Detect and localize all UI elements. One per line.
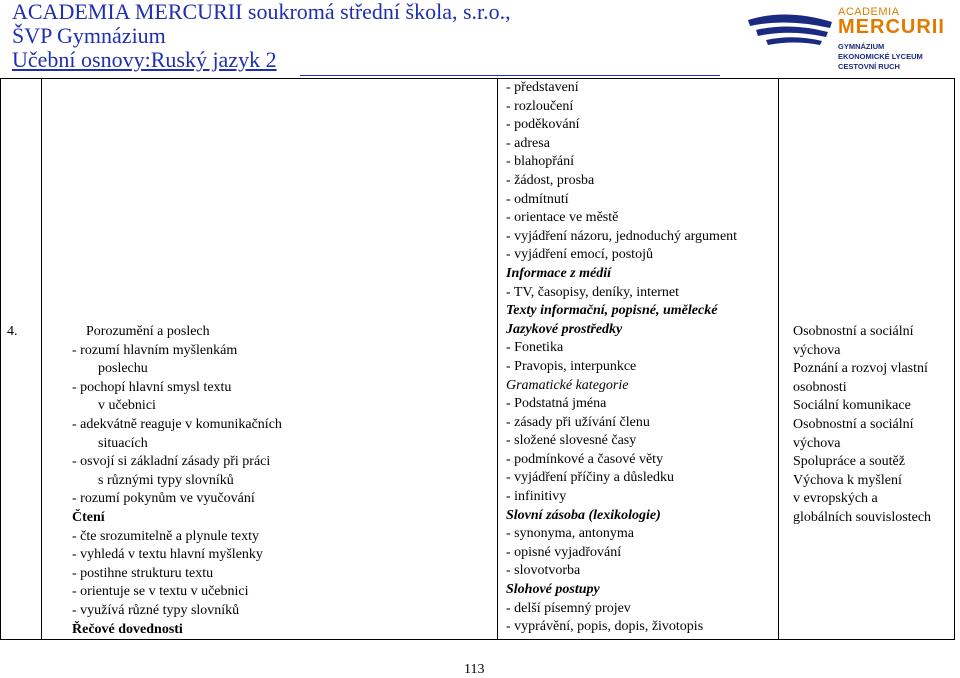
- content-line: Jazykové prostředky: [506, 321, 623, 337]
- content-line: - slovotvorba: [506, 563, 581, 579]
- outcome-line: - rozumí hlavním myšlenkám: [72, 342, 238, 358]
- page-number: 113: [464, 662, 485, 677]
- outcomes-list: [42, 79, 497, 639]
- theme-line: výchova: [793, 435, 841, 451]
- content-cell: [498, 79, 779, 640]
- logo-sub-gymnazium: GYMNÁZIUM: [838, 42, 885, 51]
- outcome-line: s různými typy slovníků: [98, 472, 234, 488]
- outcome-line: Čtení: [72, 509, 105, 525]
- theme-line: Osobnostní a sociální: [793, 324, 914, 339]
- content-line: Slohové postupy: [506, 582, 600, 598]
- outcomes-cell: [42, 79, 498, 640]
- content-list: [498, 79, 778, 637]
- content-line: - podmínkové a časové věty: [506, 451, 664, 467]
- logo-brand-main: MERCURII: [838, 16, 945, 38]
- curriculum-table: [0, 78, 955, 640]
- table-row: [1, 79, 955, 640]
- content-line: - Podstatná jména: [506, 396, 607, 412]
- content-line: - delší písemný projev: [506, 600, 631, 616]
- content-line: - synonyma, antonyma: [506, 526, 634, 542]
- content-line: - odmítnutí: [506, 191, 569, 207]
- content-line: - Fonetika: [506, 340, 564, 356]
- outcome-line: - adekvátně reaguje v komunikačních: [72, 416, 282, 432]
- header-line-program: ŠVP Gymnázium: [12, 23, 166, 48]
- content-line: Texty informační, popisné, umělecké: [506, 303, 718, 319]
- content-line: - žádost, prosba: [506, 172, 595, 188]
- content-line: Informace z médií: [506, 265, 611, 281]
- content-line: - TV, časopisy, deníky, internet: [506, 284, 680, 300]
- outcome-line: - čte srozumitelně a plynule texty: [72, 528, 259, 544]
- theme-line: Poznání a rozvoj vlastní: [793, 361, 928, 377]
- outcome-line: - pochopí hlavní smysl textu: [72, 379, 232, 395]
- wing-logo-icon: [746, 10, 834, 54]
- content-line: - adresa: [506, 135, 550, 151]
- theme-line: výchova: [793, 342, 841, 358]
- themes-list: [779, 79, 954, 528]
- content-line: - orientace ve městě: [506, 210, 619, 226]
- outcome-line: - využívá různé typy slovníků: [72, 602, 240, 618]
- logo-sub-tourism: CESTOVNÍ RUCH: [838, 62, 900, 71]
- content-line: - vyjádření příčiny a důsledku: [506, 470, 674, 486]
- themes-cell: [779, 79, 955, 640]
- content-line: - poděkování: [506, 117, 580, 133]
- header-line-school: ACADEMIA MERCURII soukromá střední škola, s.r.o.,: [12, 0, 511, 24]
- header-line-subject: Učební osnovy:Ruský jazyk 2: [12, 47, 277, 72]
- content-line: - vyjádření názoru, jednoduchý argument: [506, 228, 738, 244]
- theme-line: Osobnostní a sociální: [793, 416, 914, 432]
- content-line: - Pravopis, interpunkce: [506, 358, 637, 374]
- outcome-line: v učebnici: [98, 398, 156, 414]
- logo-brand-top: ACADEMIA: [838, 6, 900, 18]
- content-line: Slovní zásoba (lexikologie): [506, 507, 661, 523]
- content-line: - představení: [506, 80, 579, 95]
- theme-line: v evropských a: [793, 491, 878, 507]
- content-line: - zásady při užívání členu: [506, 414, 650, 430]
- content-line: Gramatické kategorie: [506, 377, 629, 393]
- theme-line: osobnosti: [793, 379, 847, 395]
- content-line: - blahopřání: [506, 154, 575, 170]
- content-line: - složené slovesné časy: [506, 433, 637, 449]
- content-line: - vyprávění, popis, dopis, životopis: [506, 619, 704, 635]
- outcome-line: - osvojí si základní zásady při práci: [72, 454, 271, 470]
- outcome-line: - orientuje se v textu v učebnici: [72, 584, 249, 600]
- outcome-line: - rozumí pokynům ve vyučování: [72, 491, 255, 507]
- theme-line: Výchova k myšlení: [793, 472, 902, 488]
- logo-sub-lyceum: EKONOMICKÉ LYCEUM: [838, 52, 923, 61]
- theme-line: globálních souvislostech: [793, 509, 932, 525]
- theme-line: Spolupráce a soutěž: [793, 454, 905, 470]
- section-title: Porozumění a poslech: [86, 324, 210, 339]
- header-underline: [300, 75, 720, 76]
- outcome-line: situacích: [98, 435, 148, 451]
- school-logo: [746, 4, 946, 70]
- content-line: - infinitivy: [506, 489, 567, 505]
- content-line: - rozloučení: [506, 98, 574, 114]
- outcome-line: poslechu: [98, 361, 148, 377]
- outcome-line: Řečové dovednosti: [72, 621, 183, 637]
- row-number-cell: [1, 79, 42, 640]
- content-line: - opisné vyjadřování: [506, 544, 622, 560]
- document-header: [12, 0, 511, 72]
- outcome-line: - vyhledá v textu hlavní myšlenky: [72, 547, 263, 563]
- content-line: - vyjádření emocí, postojů: [506, 247, 653, 263]
- row-number: 4.: [7, 324, 18, 339]
- outcome-line: - postihne strukturu textu: [72, 565, 214, 581]
- theme-line: Sociální komunikace: [793, 398, 911, 414]
